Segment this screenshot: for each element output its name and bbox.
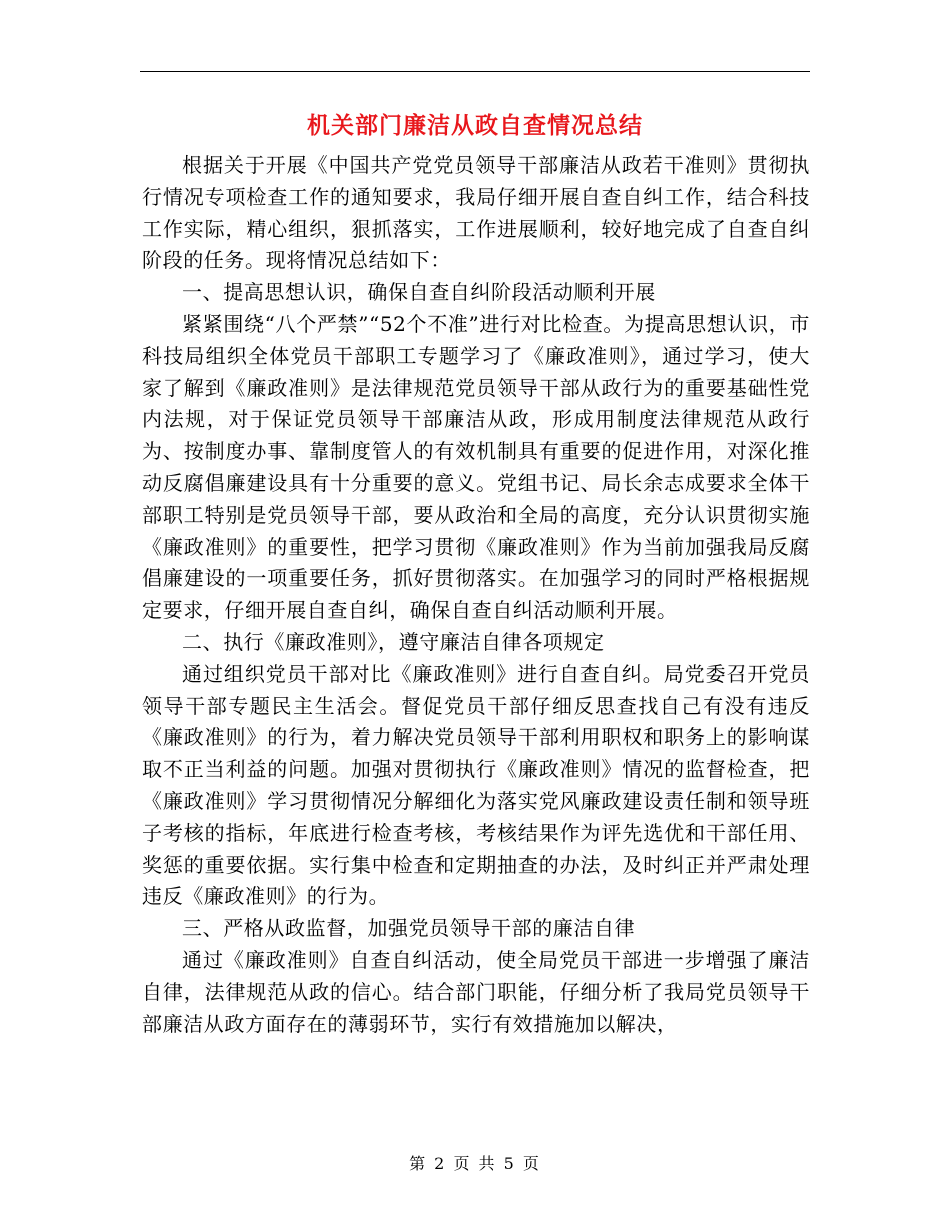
page-number: 第 2 页 共 5 页 [409,1154,541,1173]
section-3-paragraph: 通过《廉政准则》自查自纠活动，使全局党员干部进一步增强了廉洁自律，法律规范从政的信心。结合部门职能，仔细分析了我局党员领导干部廉洁从政方面存在的薄弱环节，实行有效措施加以解决， [142,947,810,1036]
document-title: 机关部门廉洁从政自查情况总结 [307,113,643,139]
document-body [142,150,810,1040]
intro-paragraph: 根据关于开展《中国共产党党员领导干部廉洁从政若干准则》贯彻执行情况专项检查工作的通知要求，我局仔细开展自查自纠工作，结合科技工作实际，精心组织，狠抓落实，工作进展顺利，较好地完成了自查自纠阶段的任务。现将情况总结如下： [142,153,810,273]
section-heading-3: 三、严格从政监督，加强党员领导干部的廉洁自律 [182,916,636,941]
section-2-paragraph: 通过组织党员干部对比《廉政准则》进行自查自纠。局党委召开党员领导干部专题民主生活会。督促党员干部仔细反思查找自己有没有违反《廉政准则》的行为，着力解决党员领导干部利用职权和职务上的影响谋取不正当利益的问题。加强对贯彻执行《廉政准则》情况的监督检查，把《廉政准则》学习贯彻情况分解细化为落实党风廉政建设责任制和领导班子考核的指标，年底进行检查考核，考核结果作为评先选优和干部任用、奖惩的重要依据。实行集中检查和定期抽查的办法，及时纠正并严肃处理违反《廉政准则》的行为。 [142,661,810,909]
section-heading-2: 二、执行《廉政准则》，遵守廉洁自律各项规定 [182,629,605,654]
section-1-paragraph: 紧紧围绕“八个严禁”“52个不准”进行对比检查。为提高思想认识，市科技局组织全体党员干部职工专题学习了《廉政准则》，通过学习，使大家了解到《廉政准则》是法律规范党员领导干部从政行为的重要基础性党内法规，对于保证党员领导干部廉洁从政，形成用制度法律规范从政行为、按制度办事、靠制度管人的有效机制具有重要的促进作用，对深化推动反腐倡廉建设具有十分重要的意义。党组书记、局长余志成要求全体干部职工特别是党员领导干部，要从政治和全局的高度，充分认识贯彻实施《廉政准则》的重要性，把学习贯彻《廉政准则》作为当前加强我局反腐倡廉建设的一项重要任务，抓好贯彻落实。在加强学习的同时严格根据规定要求，仔细开展自查自纠，确保自查自纠活动顺利开展。 [142,311,810,623]
header-rule [140,71,810,72]
section-heading-1: 一、提高思想认识，确保自查自纠阶段活动顺利开展 [182,280,656,305]
